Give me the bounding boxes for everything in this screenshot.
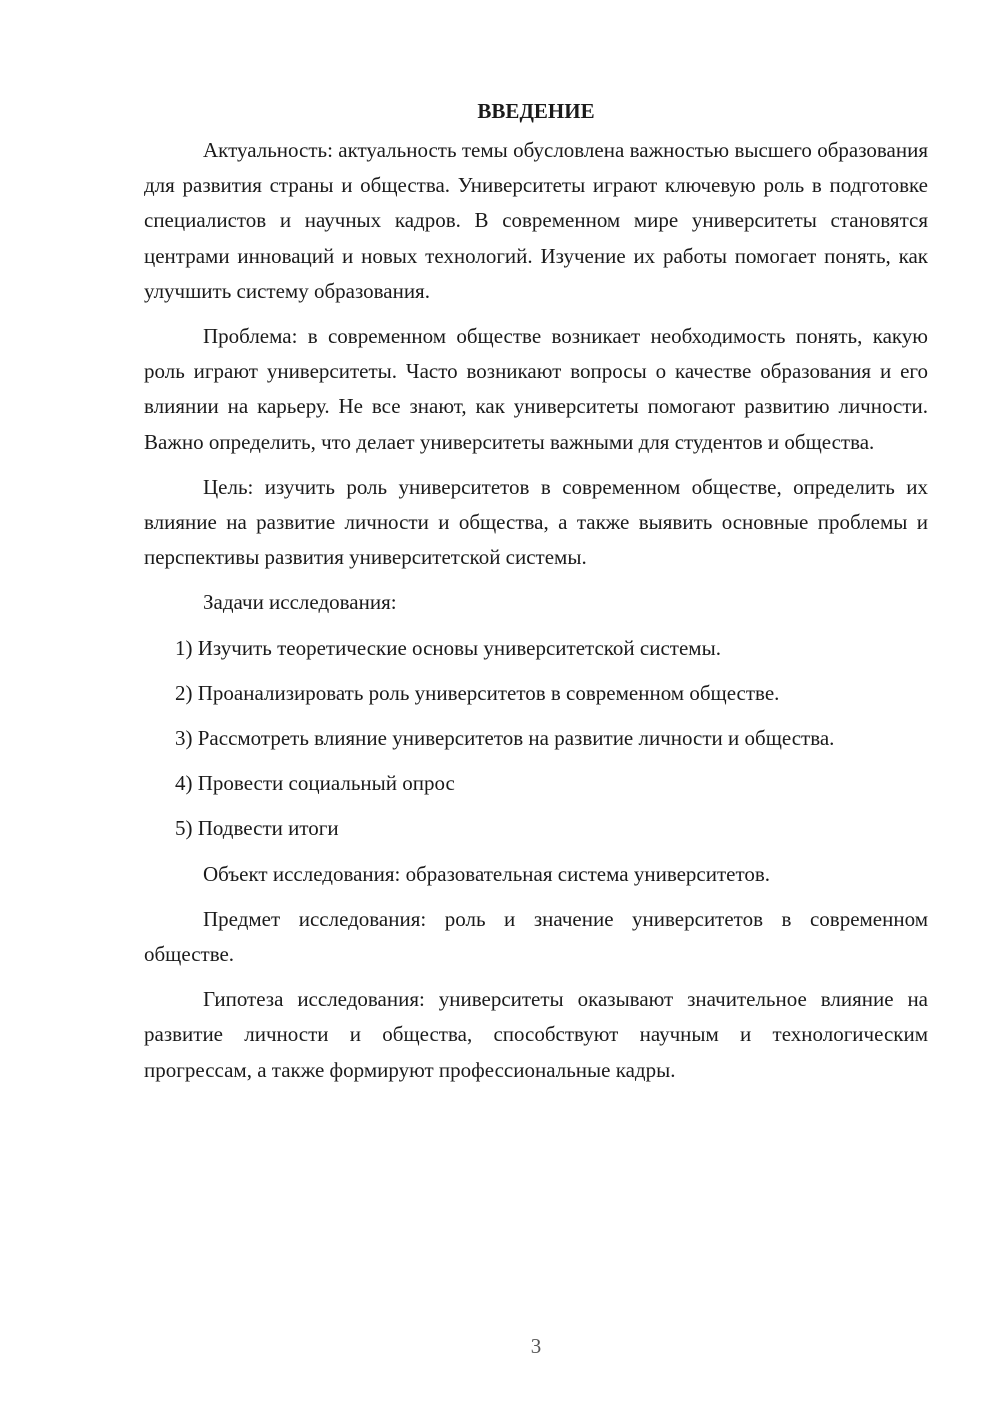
list-item: 5) Подвести итоги: [175, 816, 339, 841]
paragraph-subject: Предмет исследования: роль и значение университетов в современном обществе.: [144, 906, 928, 967]
list-item: 3) Рассмотреть влияние университетов на развитие личности и общества.: [175, 726, 835, 751]
page-title: ВВЕДЕНИЕ: [477, 99, 595, 123]
document-page: [144, 94, 928, 1088]
paragraph-object: Объект исследования: образовательная система университетов.: [203, 861, 771, 886]
paragraph-goal: Цель: изучить роль университетов в современном обществе, определить их влияние на развитие личности и общества, а также выявить основные проблемы и перспективы развития университетской системы.: [144, 474, 928, 570]
paragraph-tasks-heading: Задачи исследования:: [203, 590, 397, 615]
paragraph-problem: Проблема: в современном обществе возникает необходимость понять, какую роль играют университеты. Часто возникают вопросы о качестве образования и его влиянии на карьеру. Не все знают, как университеты помогают развитию личности. Важно определить, что делает университеты важными для студентов и общества.: [144, 324, 928, 454]
page-number: 3: [530, 1334, 542, 1358]
paragraph-relevance: Актуальность: актуальность темы обусловлена важностью высшего образования для развития страны и общества. Университеты играют ключевую роль в подготовке специалистов и научных кадров. В современном мире университеты становятся центрами инноваций и новых технологий. Изучение их работы помогает понять, как улучшить систему образования.: [144, 138, 928, 303]
list-item: 2) Проанализировать роль университетов в современном обществе.: [175, 680, 780, 705]
list-item: 1) Изучить теоретические основы университетской системы.: [175, 635, 721, 660]
paragraph-hypothesis: Гипотеза исследования: университеты оказывают значительное влияние на развитие личности и общества, способствуют научным и технологическим прогрессам, а также формируют профессиональные кадры.: [144, 987, 928, 1082]
list-item: 4) Провести социальный опрос: [175, 771, 455, 796]
